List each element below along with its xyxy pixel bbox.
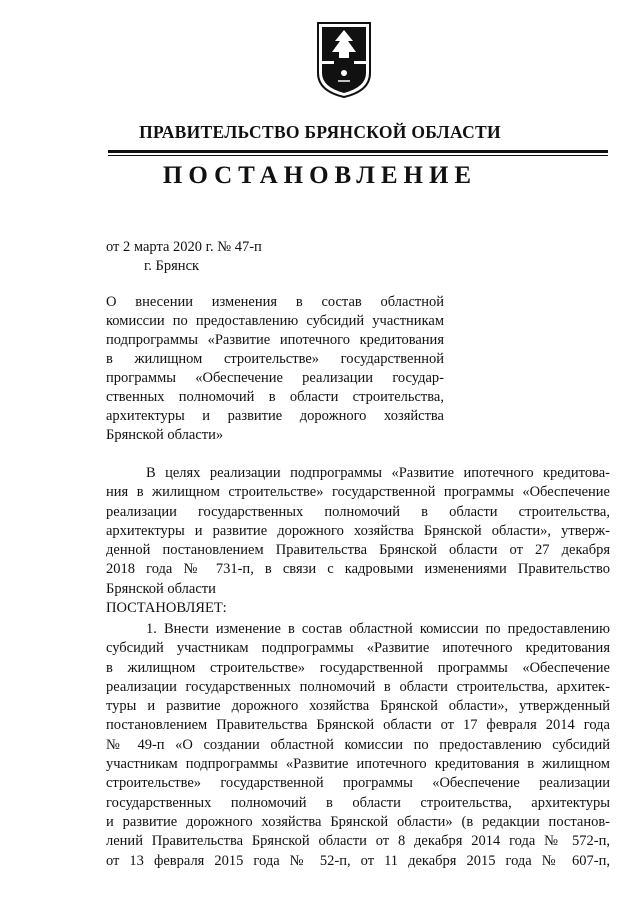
body-line: В целях реализации подпрограммы «Развитие ипотечного кредитова- (146, 465, 610, 481)
body-line: № 49-п «О создании областной комиссии по предоставлению субсидий (106, 736, 610, 753)
subject-line: в жилищном строительстве» государственной (106, 351, 444, 367)
body-line: архитектуры и развитие дорожного хозяйства Брянской области», утверж- (106, 522, 610, 539)
subject-line: Брянской области» (106, 427, 224, 443)
body-line: Брянской области (106, 580, 216, 597)
city: г. Брянск (144, 258, 200, 274)
body-line: ния в жилищном строительстве» государственной программы «Обеспечение (106, 484, 610, 501)
body-line: в жилищном строительстве» государственной программы «Обеспечение (106, 659, 610, 676)
subject-line: программы «Обеспечение реализации государ- (106, 370, 444, 386)
subject-line: комиссии по предоставлению субсидий участникам (106, 313, 444, 329)
body-line: государственных полномочий в области строительства, архитектуры (106, 794, 610, 811)
subject-line: О внесении изменения в состав областной (106, 294, 444, 310)
body-line: туры и развитие дорожного хозяйства Брянской области», утвержденный (106, 698, 610, 715)
body-line: участникам подпрограммы «Развитие ипотечного кредитования в жилищном (106, 756, 610, 773)
body-line: 2018 года № 731-п, в связи с кадровыми изменениями Правительство (106, 561, 610, 578)
body-line: субсидий участникам подпрограммы «Развитие ипотечного кредитования (106, 640, 610, 657)
subject-line: подпрограммы «Развитие ипотечного кредитования (106, 332, 444, 348)
body-line: и развитие дорожного хозяйства Брянской области» (в редакции постанов- (106, 813, 610, 830)
date-and-number: от 2 марта 2020 г. № 47-п (106, 239, 262, 255)
bryansk-coat-of-arms-emblem (316, 21, 372, 99)
document-subject (106, 293, 444, 445)
body-line: от 13 февраля 2015 года № 52-п, от 11 декабря 2015 года № 607-п, (106, 852, 610, 869)
document-meta (106, 238, 262, 276)
body-line: постановлением Правительства Брянской области от 17 февраля 2014 года (106, 717, 610, 734)
body-line: реализации государственных полномочий в области строительства, (106, 503, 610, 520)
item-1-paragraph (106, 620, 610, 871)
body-line: строительстве» государственной программы «Обеспечение реализации (106, 775, 610, 792)
document-type-title: ПОСТАНОВЛЕНИЕ (162, 162, 478, 189)
preamble-paragraph (106, 464, 610, 618)
subject-line: архитектуры и развитие дорожного хозяйства (106, 408, 444, 424)
header-rule-thin (108, 155, 608, 156)
subject-line: ственных полномочий в области строительства, (106, 389, 444, 405)
body-line: лений Правительства Брянской области от 8 декабря 2014 года № 572-п, (106, 833, 610, 850)
government-name: ПРАВИТЕЛЬСТВО БРЯНСКОЙ ОБЛАСТИ (139, 122, 501, 142)
header-rule-thick (108, 150, 608, 153)
body-line: денной постановлением Правительства Брянской области от 27 декабря (106, 542, 610, 559)
resolves-heading: ПОСТАНОВЛЯЕТ: (106, 600, 227, 617)
body-line: 1. Внести изменение в состав областной комиссии по предоставлению (146, 621, 610, 637)
body-line: реализации государственных полномочий в области строительства, архитек- (106, 678, 610, 695)
